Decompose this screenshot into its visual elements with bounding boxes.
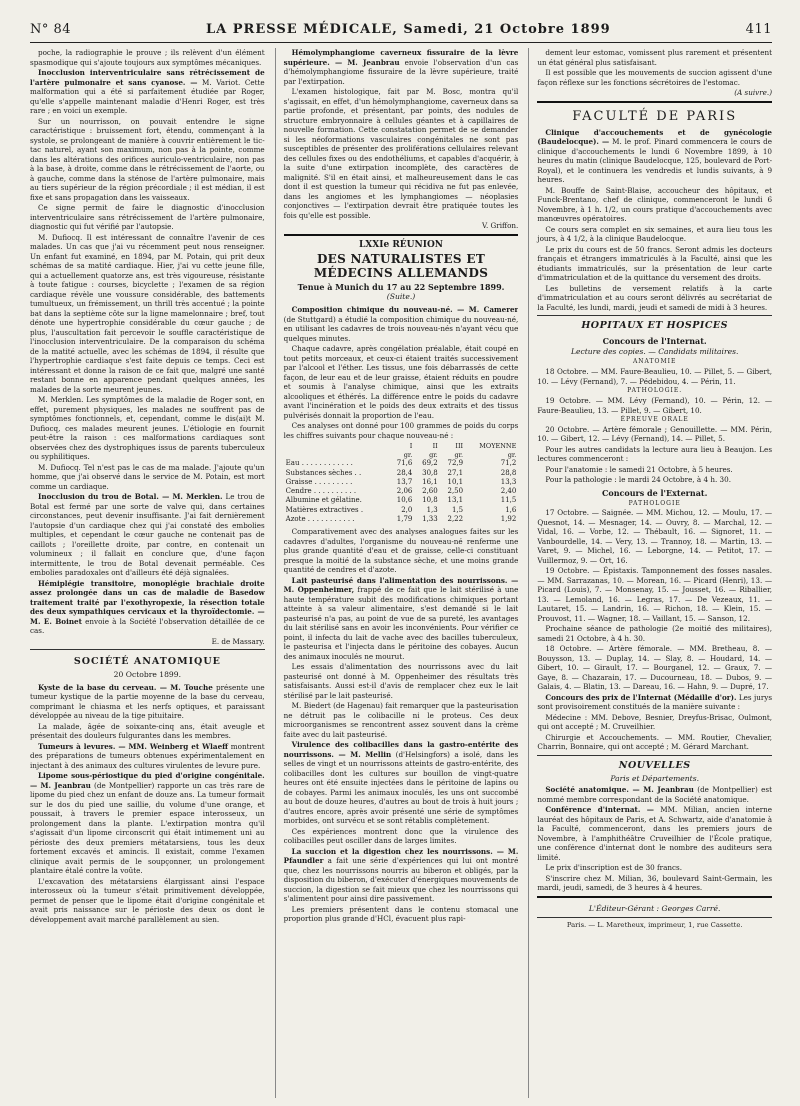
signature: V. Griffon. [482,221,519,230]
article-heading: Société anatomique. — M. Jeanbrau [545,785,694,795]
article-text: MM. Milian, ancien interne lauréat des hôpitaux de Paris, et A. Schwartz, aide d'anatomie à la Faculté, commenceront, dans les premiers jours de Novembre, à l'amphithéâtre Cruveilhier de l'École pratique, une conférence d'internat dont le nombre des auditeurs sera limité. [537,805,773,862]
article-text: (d'Helsingfors) a isolé, dans les selles de vingt et un nourrissons atteints de gastro-entérite, des colibacilles dont les cultures sur bouillon de vingt-quatre heures ont été ensuite injectées dans le péritoine de lapins ou de cobayes. Parmi les animaux inoculés, les uns ont succombé au bout de douze heures, d'autres au bout de trois à huit jours ; d'autres encore, après avoir présenté une série de symptômes morbides, ont survécu et se sont rétablis complètement. [283,749,519,826]
article-heading: Hémiplégie transitoire, monoplégie brachiale droite assez prolongée dans un cas de maladie de Basedow traitement traité par l'exothyropexie, la résection totale des deux sympathiques cervicaux et la thyroïdectomie. — M. E. Boinet [30,578,265,626]
table-header-cell: gr. [507,450,517,459]
table-cell: Graisse . . . . . . . . . [285,477,353,486]
paragraph: dement leur estomac, vomissent plus rarement et présentent un état général plus satisfaisant. [537,48,773,67]
table-cell: 1,5 [451,505,464,514]
masthead-title: LA PRESSE MÉDICALE, Samedi, 21 Octobre 1899 [206,22,611,37]
to-be-continued: (A suivre.) [734,88,773,97]
table-cell: 71,2 [500,459,517,468]
paragraph: 19 Octobre. — MM. Lévy (Fernand), 10. — Périn, 12. — Faure-Beaulieu, 13. — Pillet, 9. — Gibert, 10. [537,396,773,415]
paragraph: Le prix d'inscription est de 30 francs. [545,863,683,873]
paragraph: M. Biedert (de Hagenau) fait remarquer que la pasteurisation ne détruit pas le colibacille ni le proteus. Ces deux microorganismes se rencontrent assez souvent dans la crème faite avec du lait pasteurisé. [283,701,519,739]
article-heading: Hémolymphangiome caverneux fissuraire de la lèvre supérieure. — M. Jeanbrau [283,48,519,67]
table-header-cell: II [432,442,438,451]
article-heading: Inocclusion interventriculaire sans rétrécissement de l'artère pulmonaire et sans cyanose. — [30,68,265,87]
table-cell: 27,1 [447,468,464,477]
table-header-cell: gr. [403,450,413,459]
meeting-number: LXXIe RÉUNION [358,239,444,250]
article-paragraph [537,128,772,185]
columns [30,48,772,1098]
article-text: a fait une série d'expériences qui lui ont montré que, chez les nourrissons nourris au biberon et obligés, par la disposition du biberon, d'exécuter d'énergiques mouvements de succion, la digestion se fait mieux que chez les nourrissons qui s'alimentent pour ainsi dire passivement. [283,856,519,904]
paragraph: Ces expériences montrent donc que la virulence des colibacilles peut osciller dans de larges limites. [283,826,519,846]
signature: E. de Massary. [211,636,265,646]
paragraph: Pour l'anatomie : le samedi 21 Octobre, à 5 heures. [545,464,733,474]
article-paragraph [537,805,772,862]
paragraph: Ces analyses ont donné pour 100 grammes de poids du corps les chiffres suivants pour chaque nouveau-né : [283,421,519,440]
article-paragraph [537,785,772,804]
article-text: (de Stuttgard) a étudié la composition chimique du nouveau-né, en utilisant les cadavres de trois nouveau-nés n'ayant vécu que quelques minutes. [283,314,519,343]
table-row [284,506,519,515]
section-title: HOPITAUX ET HOSPICES [581,320,729,332]
article-paragraph [30,771,265,876]
table-cell: 69,2 [422,459,438,468]
table-cell: 1,6 [505,505,517,514]
table-cell: 13,3 [500,477,517,486]
table-cell: 2,60 [422,487,438,496]
article-paragraph [30,492,265,578]
divider [537,896,772,898]
article-text: frappé de ce fait que le lait stérilisé à une haute température subit des modifications chimiques portant atteinte à sa valeur alimentaire, s'est demandé si le lait pasteurisé n'a pas, au point de vue de sa pureté, les avantages du lait stérilisé sans en avoir les inconvénients. Pour vérifier ce point, il infecta du lait de vache avec des bacilles tuberculeux, le pasteurisa et l'injecta dans le péritoine des cobayes. Aucun des animaux inoculés ne mourut. [283,585,519,661]
paragraph: Comparativement avec des analyses analogues faites sur les cadavres d'adultes, l'organisme du nouveau-né renferme une plus grande quantité d'eau et de graisse, celle-ci constituant presque la moitié de la substance sèche, et une moins grande quantité de cendres et d'azote. [283,527,519,575]
exam-category: ANATOMIE [632,358,677,366]
article-heading: Composition chimique du nouveau-né. — M. Camerer [291,305,519,315]
paragraph: Chaque cadavre, après congélation préalable, était coupé en tout petits morceaux, et ceux-ci étaient traités successivement par l'alcool et l'éther. Les tissus, une fois débarrassés de cette façon, de leur eau et de leur graisse, étaient réduits en poudre et soumis à l'analyse chimique, ainsi que les extraits alcooliques et éthérés. La différence entre le poids du cadavre avant l'incinération et le poids des deux extraits et des tissus pulvérisés donnait la proportion de l'eau. [283,344,519,420]
paragraph: M. Dufiocq. Il est intéressant de connaître l'avenir de ces malades. Un cas que j'ai vu récemment peut nous renseigner. Un enfant fut examiné, en 1894, par M. Potain, qui prit deux schémas de sa matité cardiaque. Hier, j'ai vu cette jeune fille, qui a actuellement quatorze ans, est très vigoureuse, résistante à toute fatigue : courses, bicyclette ; l'examen de sa région cardiaque révèle une voussure considérable, des battements tumultueux, un frémissement, un thrill très accentué ; la pointe bat dans la septième côte sur la ligne mamelonnaire ; bref, tout dénote une hypertrophie considérable du cœur gauche ; de plus, l'auscultation fait percevoir le souffle caractéristique de l'inocclusion interventriculaire. De la comparaison du schéma de la matité actuelle, avec les schémas de 1894, il résulte que l'hypertrophie cardiaque s'est faite depuis ce temps. Ceci est intéressant et donne la raison de ce fait que, malgré une santé restant bonne en apparence pendant quelques années, les malades de la sorte meurent jeunes. [30,232,265,394]
table-row [284,459,519,468]
table-cell: Albumine et gélatine. [285,496,362,505]
editor-line: L'Éditeur-Gérant : Georges Carré. [588,903,721,913]
table-cell: Azote . . . . . . . . . . . [285,514,355,523]
table-cell: 13,1 [447,496,464,505]
paragraph: M. Dufiocq. Tel n'est pas le cas de ma malade. J'ajoute qu'un homme, que j'ai observé dans le service de M. Potain, est mort comme un cardiaque. [30,462,265,491]
article-heading: La succion et la digestion chez les nourrissons. — M. Pfaundler [283,846,519,866]
article-heading: Lait pasteurisé dans l'alimentation des nourrissons. — M. Oppenheimer, [283,575,519,595]
article-paragraph [284,740,519,826]
table-row [284,496,519,505]
table-cell: Eau . . . . . . . . . . . . [285,459,353,468]
article-heading: Concours des prix de l'Internat (Médaille d'or). [545,692,737,702]
article-paragraph [537,693,772,712]
composition-table [284,442,519,524]
article-text: M. le prof. Pinard commencera le cours de clinique d'accouchements le lundi 6 Novembre 1899, à 10 heures du matin (clinique Baudelocque, 125, boulevard de Port-Royal), et le continuera les vendredis et lundis suivants, à 9 heures. [537,137,773,185]
table-cell: Matières extractives . [285,505,364,514]
article-text: (de Montpellier) est nommé membre correspondant de la Société anatomique. [537,785,773,804]
subsection-subtitle: Lecture des copies. — Candidats militaires. [570,347,739,357]
table-subheader-row [284,451,519,460]
table-cell: Cendre . . . . . . . . . . [285,487,357,496]
table-header-row [284,442,519,451]
article-paragraph [30,683,265,721]
exam-category: PATHOLOGIE. [627,387,683,395]
article-heading: Kyste de la base du cerveau. — M. Touche [38,682,213,692]
table-header-cell: III [455,442,464,451]
paragraph: Les bulletins de versement relatifs à la carte d'immatriculation et au cours seront délivrés au secrétariat de la Faculté, les lundi, mardi, jeudi et samedi de midi à 3 heures. [537,283,773,312]
paragraph: 18 Octobre. — MM. Faure-Beaulieu, 10. — Pillet, 5. — Gibert, 10. — Lévy (Fernand), 7. — Pédebidou, 4. — Périn, 11. [537,367,773,386]
article-paragraph [30,742,265,771]
paragraph: Le prix du cours est de 50 francs. Seront admis les docteurs français et étrangers immatriculés à la Faculté, ainsi que les étudiants immatriculés, sur la présentation de leur carte d'immatriculation et de la quittance du versement des droits. [537,244,773,283]
table-cell: 2,0 [401,505,413,514]
table-cell: 28,4 [396,468,413,477]
table-cell: 1,79 [396,514,413,523]
divider [537,755,772,756]
paragraph: S'inscrire chez M. Milian, 36, boulevard Saint-Germain, les mardi, jeudi, samedi, de 3 heures à 4 heures. [537,873,773,893]
subsection-title: Concours de l'Internat. [602,335,707,346]
article-text: montrent des préparations de tumeurs obtenues expérimentalement en injectant à des animaux des cultures virulentes de levure pure. [30,741,265,770]
table-header-cell: I [409,442,413,451]
section-date: 20 Octobre 1899. [113,669,181,679]
divider [537,917,772,918]
table-row [284,515,519,524]
table-cell: 1,92 [500,514,517,523]
section-title: SOCIÉTÉ ANATOMIQUE [73,656,221,667]
paragraph: La malade, âgée de soixante-cinq ans, était aveugle et présentait des douleurs fulgurantes dans les membres. [30,721,265,741]
article-text: présente une tumeur kystique de la partie moyenne de la base du cerveau, comprimant le chiasma et les nerfs optiques, et paraissant développée au niveau de la tige pituitaire. [30,682,265,721]
divider [30,649,265,650]
table-header-cell [284,451,389,460]
table-header-cell: gr. [429,450,438,459]
paragraph: 19 Octobre. — Épistaxis. Tamponnement des fosses nasales. — MM. Sarrazanas, 10. — Morean, 16. — Picard (Henri), 13. — Picard (Louis), 7. — Monsenay, 15. — Jousset, 16. — Riballier, 13. — Lemoland, 16. — Legras, 17. — De Vezeaux, 11. — Lautaret, 15. — Landrin, 16. — Richon, 18. — Klein, 15. — Prouvost, 11. — Wagner, 18. — Vaillant, 15. — Sanson, 12. [537,566,773,623]
table-cell: 1,33 [422,514,438,523]
paragraph: Pour la pathologie : le mardi 24 Octobre, à 4 h. 30. [545,475,731,485]
article-heading: Conférence d'internat. — [545,805,654,815]
column-2 [275,48,519,1098]
divider [284,234,519,236]
running-head [30,22,772,43]
article-heading: Inocclusion du trou de Botal. — M. Merklen. [38,492,223,501]
paragraph: Les premiers présentent dans le contenu stomacal une proportion plus grande d'HCl, évacuent plus rapi- [283,904,519,924]
paragraph: poche, la radiographie le prouve ; ils relèvent d'un élément spasmodique qui s'ajoute toujours aux symptômes mécaniques. [30,48,265,67]
article-text: envoie à la Société l'observation détaillée de ce cas. [30,616,265,635]
paragraph: Chirurgie et Accouchements. — MM. Routier, Chevalier, Charrin, Bonnaire, qui ont accepté ; M. Gérard Marchant. [537,732,773,752]
table-cell: 10,6 [396,496,413,505]
table-cell: 28,8 [500,468,517,477]
article-text: envoie l'observation d'un cas d'hémolymphangiome fissuraire de la lèvre supérieure, traité par l'extirpation. [283,57,519,86]
table-cell: 13,7 [396,477,413,486]
paragraph: Les essais d'alimentation des nourrissons avec du lait pasteurisé ont donné à M. Oppenheimer des résultats très satisfaisants. Aussi est-il d'avis de remplacer chez eux le lait stérilisé par le lait pasteurisé. [283,662,519,700]
article-paragraph [284,576,519,662]
table-cell: 72,9 [447,459,464,468]
divider [537,101,772,103]
paragraph: Ce signe permit de faire le diagnostic d'inocclusion interventriculaire sans rétrécissement de l'artère pulmonaire, diagnostic qui fut vérifié par l'autopsie. [30,203,265,231]
paragraph: M. Bouffe de Saint-Blaise, accoucheur des hôpitaux, et Funck-Brentano, chef de clinique, commenceront le lundi 6 Novembre, à 1 h. 1/2, un cours pratique d'accouchements avec manœuvres opératoires. [537,185,773,224]
article-text: M. Variot. Cette malformation qui a été si parfaitement étudiée par Roger, qu'elle s'appelle maintenant maladie d'Henri Roger, est très rare ; en voici un exemple. [30,77,265,115]
subsection-title: Concours de l'Externat. [602,487,708,498]
table-header-cell: gr. [454,450,464,459]
table-row [284,478,519,487]
table-cell: 2,06 [396,487,413,496]
paragraph: Ce cours sera complet en six semaines, et aura lieu tous les jours, à 4 1/2, à la clinique Baudelocque. [537,224,773,244]
table-cell: 10,1 [447,477,464,486]
paragraph: Médecine : MM. Debove, Besnier, Dreyfus-Brisac, Oulmont, qui ont accepté ; M. Cruveilhier. [537,712,773,732]
subsection-subtitle: Paris et Départements. [610,774,700,784]
paragraph: 17 Octobre. — Saignée. — MM. Michou, 12. — Moulu, 17. — Quesnot, 14. — Mesnager, 14. — Ouvry, 8. — Marchal, 12. — Vidal, 16. — Vorbe, 12. — Thébault, 16. — Signoret, 11. — Vanbourdelle, 14. — Very, 13. — Trannoy, 18. — Martin, 13. — Varet, 9. — Michel, 16. — Leborgne, 14. — Petitot, 17. — Vuillermoz, 9. — Ort, 16. [537,508,773,565]
table-cell: 1,3 [426,505,438,514]
article-text: Le trou de Botal est fermé par une sorte de valve qui, dans certaines circonstances, peut devenir insuffisante. J'ai fait dernièrement l'autopsie d'un cardiaque chez qui j'ai constaté des embolies multiples, et cependant le cœur gauche ne contenait pas de caillots ; l'oreillette droite, par contre, en contenait un volumineux ; il fallait en conclure que, d'une façon intermittente, le trou de Botal devenait perméable. Ces embolies paradoxales ont d'ailleurs été déjà signalées. [30,492,265,577]
table-cell: 2,50 [447,487,464,496]
article-paragraph [30,579,265,636]
article-heading: Lipome sous-périostique du pied d'origine congénitale. — M. Jeanbrau [30,771,265,790]
table-header-cell: MOYENNE [479,442,517,451]
paragraph: 18 Octobre. — Artère fémorale. — MM. Bretheau, 8. — Bouysson, 13. — Duplay, 14. — Slay, 8. — Houdard, 14. — Gibert, 10. — Girault, 17. — Bourganel, 12. — Graux, 7. — Gaye, 8. — Chazarain, 17. — Ducourneau, 18. — Dubos, 9. — Galais, 4. — Blatin, 13. — Dareau, 16. — Hahn, 9. — Dupré, 17. [537,644,773,692]
paragraph: Il est possible que les mouvements de succion agissent d'une façon réflexe sur les fonctions sécrétoires de l'estomac. [537,68,773,87]
article-text: Les jurys sont provisoirement constitués de la manière suivante : [537,692,773,712]
meeting-title: DES NATURALISTES ET MÉDECINS ALLEMANDS [313,252,489,280]
meeting-note: (Suite.) [386,292,416,302]
table-cell: 2,22 [447,514,464,523]
paragraph: 20 Octobre. — Artère fémorale ; Genouillette. — MM. Périn, 10. — Gibert, 12. — Lévy (Fernand), 14. — Pillet, 5. [537,424,773,444]
paragraph: Sur un nourrisson, on pouvait entendre le signe caractéristique : bruissement fort, étendu, commençant à la systole, se prolongeant de manière à couvrir entièrement le tic-tac naturel, ayant son maximum, non pas à la pointe, comme dans les altérations des orifices auriculo-ventriculaire, non pas à la base, à droite, comme dans le rétrécissement de l'aorte, ou à gauche, comme dans la sténose de l'artère pulmonaire, mais au tiers supérieur de la région précordiale ; il est médian, il est fixe et sans propagation dans les vaisseaux. [30,116,265,202]
paragraph: L'examen histologique, fait par M. Bosc, montra qu'il s'agissait, en effet, d'un hémolymphangiome, caverneux dans sa partie profonde, et présentant, par points, des nodules de structure embryonnaire à cellules géantes et à capillaires de nouvelle formation. Cette constatation permet de se demander si les néoformations vasculaires congénitales ne sont pas susceptibles de présenter des proliférations cellulaires relevant des cellules fixes ou des endothéliums, et capables d'acquérir, à la suite d'une extirpation incomplète, des caractères de malignité. S'il en était ainsi, et malheureusement dans le cas dont il est question la tumeur qui récidiva ne fut pas enlevée, dans les angiomes et les lymphangiomes — néoplasies conjonctives — l'extirpation devrait être pratiquée toutes les fois qu'elle est possible. [283,87,519,220]
article-paragraph [30,68,265,116]
paragraph: Prochaine séance de pathologie (2e moitié des militaires), samedi 21 Octobre, à 4 h. 30. [537,624,773,643]
article-text: (de Montpellier) rapporte un cas très rare de lipome du pied chez un enfant de douze ans. La tumeur formait sur le dos du pied une saillie, du volume d'une orange, et poussait, à travers le premier espace interosseux, un prolongement dans la plante. L'extirpation montra qu'il s'agissait d'un lipome circonscrit qui était intimement uni au périoste des deux premiers métatarsiens, tous les deux fortement excavés et amincis. Il existait, comme l'examen clinique avait permis de le soupçonner, un prolongement plantaire étalé contre la voûte. [30,780,265,876]
section-title: NOUVELLES [618,759,691,771]
article-heading: Virulence des colibacilles dans la gastro-entérite des nourrissons. — M. Mellin [283,740,519,759]
article-heading: Tumeurs à levures. — MM. Weinberg et Wlaeff [38,741,229,751]
column-1 [30,48,265,1098]
table-row [284,487,519,496]
table-row [284,469,519,478]
paragraph: M. Merklen. Les symptômes de la maladie de Roger sont, en effet, purement physiques, les malades ne souffrent pas de symptômes fonctionnels, et, cependant, comme le dis(ai)t M. Dufiocq, ces malades meurent jeunes. L'étiologie en fournit peut-être la raison : ces malformations cardiaques sont observées chez des dystrophiques issus de parents tuberculeux ou syphilitiques. [30,395,265,461]
table-cell: 11,5 [500,496,517,505]
divider [537,315,772,316]
table-cell: Substances sèches . . [285,468,362,477]
paragraph: L'excavation des métatarsiens élargissant ainsi l'espace interosseux où la tumeur s'était primitivement développée, permet de penser que le lipome était d'origine congénitale et avait pris naissance sur le périoste des deux os dont le développement avait marché parallèlement au sien. [30,876,265,924]
table-header-cell [284,442,389,451]
table-cell: 16,1 [422,477,438,486]
printer-line: Paris. — L. Maretheux, imprimeur, 1, rue Cassette. [566,920,743,929]
table-cell: 10,8 [422,496,438,505]
article-heading: Clinique d'accouchements et de gynécologie (Baudelocque). — [537,127,773,147]
section-title: FACULTÉ DE PARIS [572,108,738,124]
article-paragraph [284,48,519,86]
article-paragraph [284,847,519,904]
article-paragraph [284,305,519,343]
exam-category: ÉPREUVE ORALE [620,416,689,424]
table-cell: 30,8 [422,468,438,477]
table-cell: 71,6 [396,459,413,468]
table-cell: 2,40 [500,487,517,496]
column-3 [528,48,772,1098]
paragraph: Pour les autres candidats la lecture aura lieu à Beaujon. Les lectures commenceront : [537,444,773,464]
issue-number: N° 84 [30,22,72,37]
exam-category: PATHOLOGIE [628,499,681,507]
meeting-dates: Tenue à Munich du 17 au 22 Septembre 1899. [297,281,505,292]
page-number: 411 [745,22,772,37]
